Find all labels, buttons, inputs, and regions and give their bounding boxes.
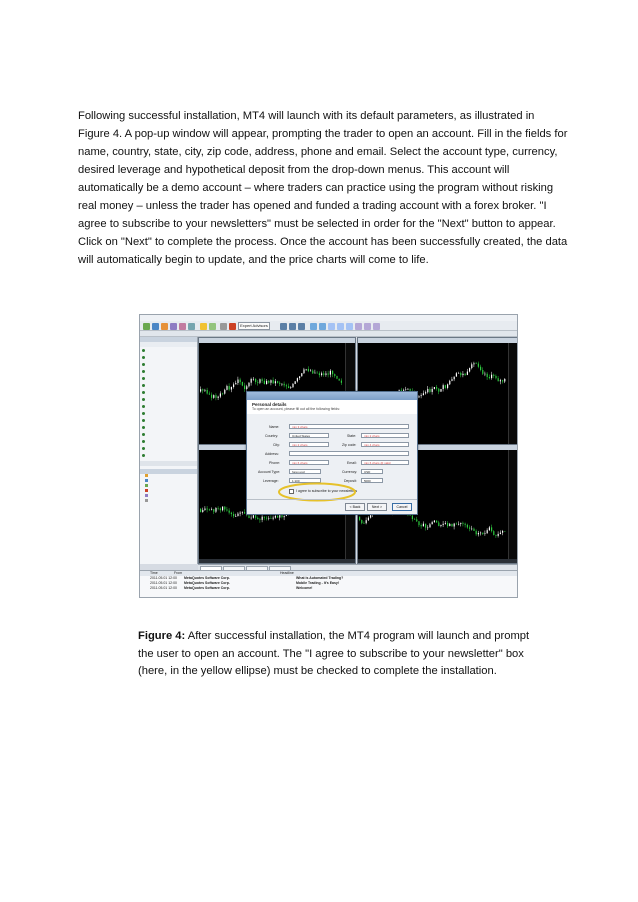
candle-body bbox=[498, 534, 499, 536]
chart-shift-icon[interactable] bbox=[346, 323, 353, 330]
candle-body bbox=[279, 383, 280, 384]
candle-body bbox=[366, 520, 367, 523]
candle-body bbox=[471, 529, 472, 530]
candle-body bbox=[240, 513, 241, 514]
currency-label: Currency: bbox=[342, 470, 358, 474]
candle-body bbox=[412, 516, 413, 520]
candle-body bbox=[244, 386, 245, 389]
candle-body bbox=[341, 381, 342, 383]
candle-body bbox=[425, 392, 426, 393]
candle-body bbox=[246, 386, 247, 389]
market-watch-panel bbox=[140, 337, 198, 564]
candle-body bbox=[334, 374, 335, 376]
candle-body bbox=[233, 514, 234, 516]
candle-body bbox=[445, 523, 446, 524]
quote-row[interactable] bbox=[140, 382, 197, 389]
candle-body bbox=[504, 531, 505, 532]
autoscroll-icon[interactable] bbox=[337, 323, 344, 330]
history-icon[interactable] bbox=[220, 323, 227, 330]
candle-body bbox=[418, 521, 419, 525]
candle-body bbox=[493, 375, 494, 376]
state-field[interactable]: min 2 chars bbox=[361, 433, 409, 438]
candle-body bbox=[449, 381, 450, 384]
quote-row[interactable] bbox=[140, 354, 197, 361]
candle-body bbox=[487, 374, 488, 377]
newsletter-label: I agree to subscribe to your newsletters bbox=[296, 489, 358, 493]
candle-body bbox=[410, 515, 411, 516]
candle-body bbox=[240, 380, 241, 382]
candle-body bbox=[325, 373, 326, 374]
candle-body bbox=[218, 508, 219, 509]
candle-body bbox=[478, 533, 479, 534]
candle-body bbox=[484, 533, 485, 534]
quote-row[interactable] bbox=[140, 347, 197, 354]
candle-body bbox=[416, 519, 417, 521]
candle-body bbox=[473, 529, 474, 531]
candle-body bbox=[493, 531, 494, 535]
candle-body bbox=[489, 377, 490, 378]
cell-headline: What is Automated Trading? bbox=[296, 576, 344, 580]
cell-time: 2011.05.01 12:00 bbox=[150, 576, 177, 580]
quote-row[interactable] bbox=[140, 396, 197, 403]
candle-body bbox=[209, 509, 210, 510]
name-label: Name: bbox=[269, 425, 280, 429]
candle-body bbox=[292, 384, 293, 387]
candle-body bbox=[480, 533, 481, 534]
candle-body bbox=[458, 373, 459, 374]
candle-body bbox=[421, 395, 422, 396]
candle-body bbox=[460, 373, 461, 375]
candle-body bbox=[429, 389, 430, 392]
candle-body bbox=[242, 382, 243, 386]
zoom-out-icon[interactable] bbox=[319, 323, 326, 330]
candle-body bbox=[266, 518, 267, 519]
candle-body bbox=[491, 375, 492, 378]
candle-body bbox=[207, 390, 208, 394]
tester-icon[interactable] bbox=[188, 323, 195, 330]
quote-row[interactable] bbox=[140, 424, 197, 431]
candle-body bbox=[229, 511, 230, 513]
candle-body bbox=[220, 393, 221, 396]
candle-body bbox=[427, 389, 428, 392]
candle-body bbox=[226, 509, 227, 510]
candle-body bbox=[319, 373, 320, 375]
candle-body bbox=[451, 524, 452, 527]
candle-body bbox=[257, 518, 258, 519]
candle-body bbox=[361, 520, 362, 523]
meta-editor-icon[interactable] bbox=[209, 323, 216, 330]
candle-body bbox=[268, 518, 269, 519]
price-scale bbox=[508, 450, 518, 559]
quote-row[interactable] bbox=[140, 438, 197, 445]
candle-body bbox=[257, 382, 258, 383]
candle-body bbox=[275, 381, 276, 383]
candle-body bbox=[235, 516, 236, 517]
candle-body bbox=[434, 387, 435, 389]
candle-body bbox=[281, 384, 282, 385]
candle-body bbox=[288, 386, 289, 388]
phone-label: Phone: bbox=[269, 461, 281, 465]
candle-body bbox=[224, 390, 225, 394]
candle-body bbox=[467, 372, 468, 375]
candle-body bbox=[220, 508, 221, 510]
candle-body bbox=[504, 379, 505, 382]
new-chart-icon[interactable] bbox=[143, 323, 150, 330]
candle-body bbox=[421, 525, 422, 526]
candle-body bbox=[264, 517, 265, 518]
dialog-title-bar bbox=[247, 392, 417, 400]
candle-body bbox=[200, 509, 201, 512]
cell-time: 2011.05.01 12:00 bbox=[150, 581, 177, 585]
candle-body bbox=[440, 525, 441, 526]
navigator-item[interactable] bbox=[140, 499, 197, 504]
candle-body bbox=[248, 515, 249, 518]
phone-field[interactable]: min 6 chars bbox=[289, 460, 329, 465]
col-headline: Headline bbox=[280, 571, 294, 575]
candle-body bbox=[469, 527, 470, 528]
quote-row[interactable] bbox=[140, 431, 197, 438]
candle-body bbox=[443, 524, 444, 525]
candle-body bbox=[476, 531, 477, 534]
zip-field[interactable]: min 4 chars bbox=[361, 442, 409, 447]
quote-row[interactable] bbox=[140, 403, 197, 410]
candle-body bbox=[478, 364, 479, 367]
candle-body bbox=[222, 393, 223, 394]
quote-row[interactable] bbox=[140, 375, 197, 382]
candle-body bbox=[200, 389, 201, 391]
candle-body bbox=[202, 510, 203, 512]
dialog-heading: Personal details bbox=[252, 402, 287, 407]
candle-body bbox=[317, 373, 318, 374]
expert-advisors-button[interactable]: Expert Advisors bbox=[238, 322, 270, 330]
candle-body bbox=[465, 374, 466, 375]
cancel-button[interactable]: Cancel bbox=[392, 503, 412, 511]
account-type-label: Account Type: bbox=[258, 470, 281, 474]
leverage-select[interactable]: 1:100 bbox=[289, 478, 321, 483]
candle-body bbox=[312, 371, 313, 374]
cell-from: MetaQuotes Software Corp. bbox=[184, 581, 230, 585]
candle-body bbox=[215, 395, 216, 398]
candle-body bbox=[211, 509, 212, 510]
profiles-icon[interactable] bbox=[152, 323, 159, 330]
time-scale bbox=[199, 559, 355, 563]
candle-body bbox=[447, 384, 448, 388]
candle-body bbox=[310, 371, 311, 372]
market-watch-icon[interactable] bbox=[161, 323, 168, 330]
candle-body bbox=[436, 521, 437, 523]
candle-body bbox=[306, 369, 307, 370]
candle-body bbox=[480, 367, 481, 370]
candle-body bbox=[469, 368, 470, 371]
candle-body bbox=[314, 373, 315, 374]
candle-body bbox=[275, 516, 276, 518]
candle-body bbox=[270, 380, 271, 383]
candle-body bbox=[264, 381, 265, 384]
candle-body bbox=[487, 530, 488, 533]
candle-body bbox=[253, 379, 254, 380]
candle-body bbox=[425, 524, 426, 528]
cell-time: 2011.05.01 12:00 bbox=[150, 586, 177, 590]
candle-body bbox=[299, 376, 300, 378]
candle-body bbox=[209, 394, 210, 395]
open-account-dialog bbox=[246, 391, 418, 515]
candle-body bbox=[502, 380, 503, 381]
candle-body bbox=[405, 389, 406, 390]
body-paragraph: Following successful installation, MT4 will launch with its default parameters, as illustrated in Figure 4. A pop-up window will appear, prompting the trader to open an account. Fill in the fields for name, country, state, city, zip code, address, phone and email. Select the account type, currency, desired leverage and hypothetical deposit from the drop-down menus. This account will automatically be a demo account – where traders can practice using the program without risking real money – unless the trader has opened and funded a trading account with a forex broker. "I agree to subscribe to your newsletters" must be selected in order for the "Next" button to appear. Click on "Next" to complete the process. Once the account has been successfully created, the data will automatically begin to update, and the price charts will come to life. bbox=[78, 110, 568, 266]
col-time: Time bbox=[150, 571, 158, 575]
candle-body bbox=[237, 514, 238, 516]
templates-icon[interactable] bbox=[373, 323, 380, 330]
candle-body bbox=[290, 387, 291, 388]
candle-body bbox=[363, 523, 364, 524]
address-field[interactable] bbox=[289, 451, 409, 456]
candle-body bbox=[482, 370, 483, 374]
candle-body bbox=[270, 518, 271, 519]
quote-row[interactable] bbox=[140, 410, 197, 417]
terminal-icon[interactable] bbox=[179, 323, 186, 330]
cell-from: MetaQuotes Software Corp. bbox=[184, 586, 230, 590]
caption-label: Figure 4: bbox=[138, 630, 186, 642]
time-scale bbox=[358, 559, 518, 563]
indicators-icon[interactable] bbox=[355, 323, 362, 330]
candle-body bbox=[407, 389, 408, 390]
candle-body bbox=[339, 379, 340, 381]
candle-body bbox=[436, 387, 437, 389]
candle-body bbox=[423, 524, 424, 527]
candle-body bbox=[233, 384, 234, 387]
candle-body bbox=[482, 533, 483, 534]
candle-body bbox=[460, 523, 461, 524]
candle-body bbox=[231, 513, 232, 514]
candle-body bbox=[498, 378, 499, 381]
candle-body bbox=[308, 369, 309, 371]
email-field[interactable]: min 6 chars @ valid bbox=[361, 460, 409, 465]
candle-body bbox=[451, 379, 452, 381]
candle-body bbox=[259, 519, 260, 520]
candle-body bbox=[438, 522, 439, 526]
caption-text: After successful installation, the MT4 program will launch and prompt the user to open an account. The "I agree to subscribe to your newsletter" box (here, in the yellow ellipse) must be checked to complete the installation. bbox=[138, 630, 530, 677]
candle-body bbox=[434, 521, 435, 523]
candle-body bbox=[502, 531, 503, 533]
cell-headline: Mobile Trading - It's Easy! bbox=[296, 581, 340, 585]
candle-body bbox=[495, 535, 496, 536]
candle-body bbox=[213, 395, 214, 398]
candle-body bbox=[284, 516, 285, 517]
candle-body bbox=[336, 376, 337, 379]
candle-body bbox=[456, 373, 457, 376]
candle-body bbox=[449, 524, 450, 526]
dialog-divider bbox=[247, 499, 417, 500]
candle-body bbox=[231, 387, 232, 390]
candle-body bbox=[202, 389, 203, 390]
candle-body bbox=[473, 363, 474, 364]
candle-body bbox=[500, 380, 501, 381]
new-order-icon[interactable] bbox=[200, 323, 207, 330]
candle-body bbox=[427, 528, 428, 529]
expert-icon[interactable] bbox=[229, 323, 236, 330]
candle-body bbox=[248, 383, 249, 387]
candle-body bbox=[458, 524, 459, 525]
country-select[interactable]: United States bbox=[289, 433, 329, 438]
deposit-label: Deposit: bbox=[344, 479, 357, 483]
candle-body bbox=[330, 371, 331, 375]
candle-body bbox=[297, 378, 298, 381]
tile-windows-icon[interactable] bbox=[328, 323, 335, 330]
candle-body bbox=[218, 397, 219, 398]
candle-body bbox=[242, 512, 243, 513]
currency-select[interactable]: USD bbox=[361, 469, 383, 474]
zip-label: Zip code: bbox=[342, 443, 357, 447]
quote-row[interactable] bbox=[140, 368, 197, 375]
candle-body bbox=[255, 379, 256, 382]
candle-body bbox=[323, 373, 324, 374]
cell-from: MetaQuotes Software Corp. bbox=[184, 576, 230, 580]
quote-row[interactable] bbox=[140, 445, 197, 452]
candle-body bbox=[495, 376, 496, 378]
account-type-select[interactable]: forex-usd bbox=[289, 469, 321, 474]
candle-body bbox=[207, 509, 208, 510]
candle-body bbox=[277, 381, 278, 383]
candle-body bbox=[295, 381, 296, 384]
next-button[interactable]: Next > bbox=[367, 503, 387, 511]
table-row[interactable] bbox=[140, 586, 517, 591]
candle-body bbox=[204, 509, 205, 510]
candle-body bbox=[224, 507, 225, 510]
candle-body bbox=[262, 517, 263, 520]
candle-body bbox=[251, 379, 252, 383]
candle-body bbox=[443, 385, 444, 389]
cell-headline: Welcome! bbox=[296, 586, 313, 590]
candle-body bbox=[266, 381, 267, 384]
candle-body bbox=[423, 393, 424, 395]
candle-body bbox=[476, 363, 477, 364]
candle-body bbox=[259, 379, 260, 382]
candle-body bbox=[332, 371, 333, 374]
candle-body bbox=[229, 386, 230, 389]
candle-body bbox=[462, 374, 463, 375]
candle-body bbox=[204, 390, 205, 391]
candle-body bbox=[222, 507, 223, 511]
leverage-label: Leverage: bbox=[263, 479, 279, 483]
candle-chart-icon[interactable] bbox=[289, 323, 296, 330]
line-chart-icon[interactable] bbox=[298, 323, 305, 330]
main-toolbar bbox=[140, 321, 517, 331]
col-from: From bbox=[174, 571, 183, 575]
candle-body bbox=[273, 380, 274, 383]
figure-caption bbox=[138, 628, 538, 681]
candle-body bbox=[284, 384, 285, 385]
candle-body bbox=[438, 389, 439, 392]
candle-body bbox=[414, 519, 415, 520]
candle-body bbox=[447, 523, 448, 526]
candle-body bbox=[484, 374, 485, 375]
candle-body bbox=[445, 385, 446, 388]
candle-body bbox=[359, 517, 360, 520]
quote-row[interactable] bbox=[140, 452, 197, 459]
candle-body bbox=[213, 509, 214, 511]
candle-body bbox=[251, 518, 252, 519]
candle-body bbox=[432, 522, 433, 524]
candle-body bbox=[454, 377, 455, 380]
candle-body bbox=[429, 524, 430, 527]
candle-body bbox=[465, 524, 466, 525]
candle-body bbox=[454, 524, 455, 527]
candle-body bbox=[237, 380, 238, 383]
candle-body bbox=[211, 395, 212, 398]
bar-chart-icon[interactable] bbox=[280, 323, 287, 330]
dialog-subheading: To open an account, please fill out all the following fields: bbox=[252, 407, 340, 411]
country-label: Country: bbox=[265, 434, 279, 438]
quote-row[interactable] bbox=[140, 389, 197, 396]
city-field[interactable]: min 2 chars bbox=[289, 442, 329, 447]
city-label: City: bbox=[273, 443, 280, 447]
name-field[interactable]: min 3 chars bbox=[289, 424, 409, 429]
quote-row[interactable] bbox=[140, 361, 197, 368]
candle-body bbox=[303, 369, 304, 373]
candle-body bbox=[226, 386, 227, 390]
price-scale bbox=[508, 343, 518, 452]
candle-body bbox=[489, 527, 490, 530]
back-button[interactable]: < Back bbox=[345, 503, 365, 511]
address-label: Address: bbox=[265, 452, 279, 456]
quote-row[interactable] bbox=[140, 417, 197, 424]
deposit-select[interactable]: 5000 bbox=[361, 478, 383, 483]
market-watch-tabs[interactable] bbox=[140, 461, 197, 466]
candle-body bbox=[215, 508, 216, 512]
state-label: State: bbox=[347, 434, 357, 438]
candle-body bbox=[301, 373, 302, 376]
terminal-panel bbox=[140, 570, 517, 598]
candle-body bbox=[418, 396, 419, 397]
periods-icon[interactable] bbox=[364, 323, 371, 330]
candle-body bbox=[432, 389, 433, 392]
mt4-screenshot bbox=[139, 314, 518, 598]
candle-body bbox=[262, 379, 263, 381]
candle-body bbox=[286, 385, 287, 386]
candle-body bbox=[462, 523, 463, 524]
candle-body bbox=[467, 525, 468, 528]
candle-body bbox=[273, 518, 274, 519]
candle-body bbox=[368, 518, 369, 521]
candle-body bbox=[491, 527, 492, 531]
zoom-in-icon[interactable] bbox=[310, 323, 317, 330]
dialog-header bbox=[247, 400, 417, 414]
candle-body bbox=[471, 364, 472, 368]
candle-body bbox=[268, 381, 269, 383]
candle-body bbox=[500, 533, 501, 534]
navigator-icon[interactable] bbox=[170, 323, 177, 330]
candle-body bbox=[321, 373, 322, 375]
candle-body bbox=[440, 389, 441, 392]
candle-body bbox=[277, 516, 278, 518]
candle-body bbox=[328, 373, 329, 374]
email-label: Email: bbox=[347, 461, 357, 465]
candle-body bbox=[456, 524, 457, 525]
candle-body bbox=[235, 383, 236, 384]
